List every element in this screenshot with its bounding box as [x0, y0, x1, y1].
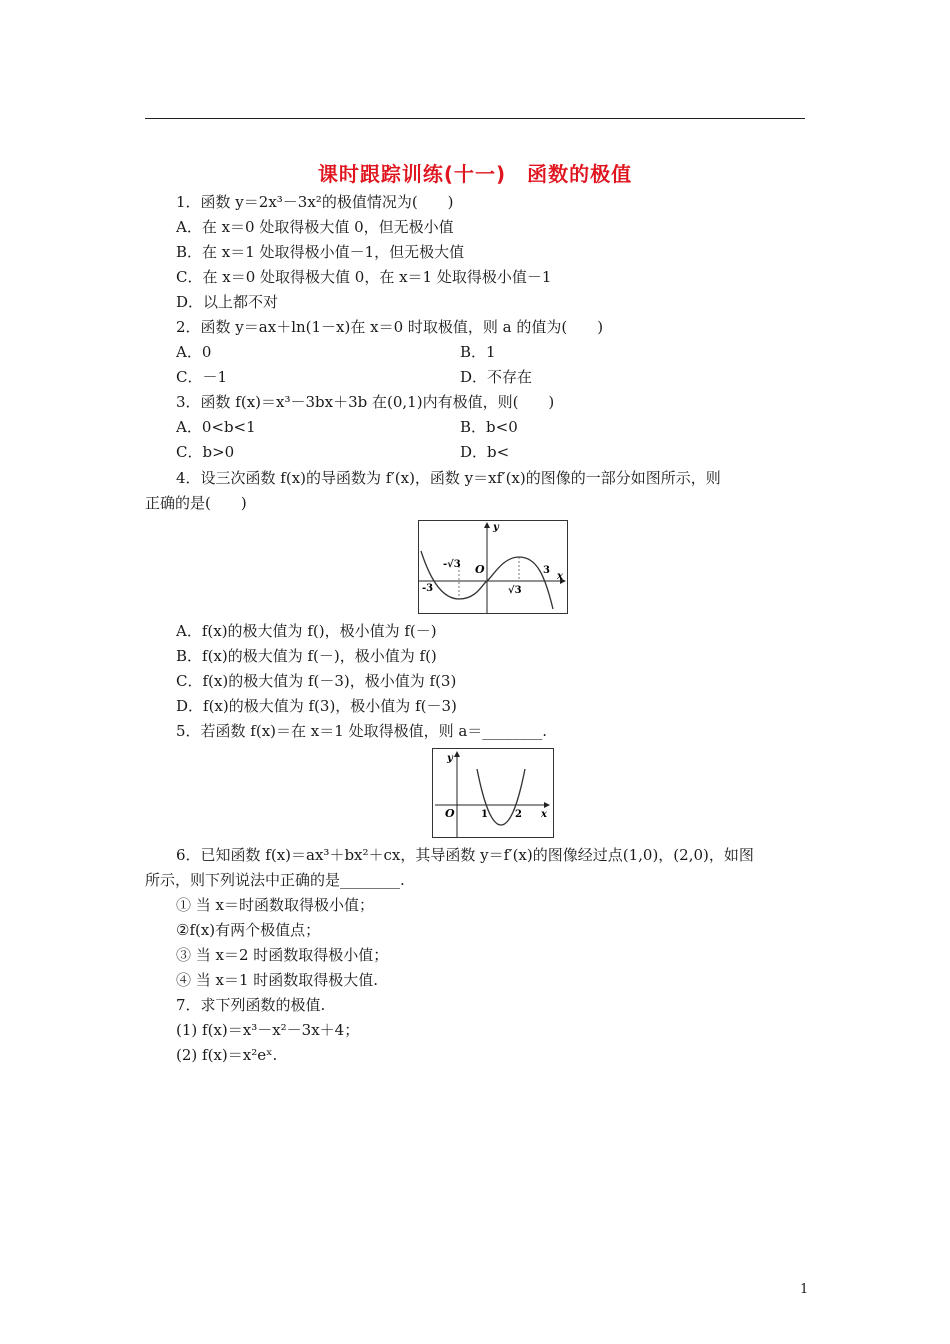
q2-option-c: C．－1	[176, 368, 228, 386]
q4-neg3-label: -3	[422, 583, 434, 594]
q3-option-a: A．0<b<1	[176, 418, 256, 436]
q1-stem: 1．函数 y＝2x³－3x²的极值情况为( )	[176, 193, 454, 211]
q7-part-2: (2) f(x)＝x²eˣ.	[176, 1046, 278, 1064]
q6-item-3: ③ 当 x＝2 时函数取得极小值；	[176, 946, 389, 964]
q1-option-b: B．在 x＝1 处取得极小值－1，但无极大值	[176, 243, 465, 261]
q4-figure	[418, 520, 568, 614]
q4-stem-line1: 4．设三次函数 f(x)的导函数为 f′(x)，函数 y＝xf′(x)的图像的一部分如图所示，则	[176, 469, 721, 487]
q4-stem-line2: 正确的是( )	[145, 494, 247, 512]
q5-x-label: x	[541, 809, 547, 820]
q6-item-1: ① 当 x＝时函数取得极小值；	[176, 896, 374, 914]
q4-option-a: A．f(x)的极大值为 f()，极小值为 f(－)	[176, 622, 437, 640]
q4-graph	[419, 521, 567, 613]
q4-origin-label: O	[475, 563, 485, 576]
q2-stem: 2．函数 y＝ax＋ln(1－x)在 x＝0 时取极值，则 a 的值为( )	[176, 318, 604, 336]
header-rule	[145, 118, 805, 119]
q2-option-b: B．1	[460, 343, 496, 361]
q6-stem-line1: 6．已知函数 f(x)＝ax³＋bx²＋cx，其导函数 y＝f′(x)的图像经过点(1,0)，(2,0)，如图	[176, 846, 754, 864]
q4-option-d: D．f(x)的极大值为 f(3)，极小值为 f(－3)	[176, 697, 457, 715]
q3-option-d: D．b<	[460, 443, 510, 461]
q4-pos-sqrt3-label: √3	[508, 585, 522, 596]
q1-option-a: A．在 x＝0 处取得极大值 0，但无极小值	[176, 218, 454, 236]
q2-option-a: A．0	[176, 343, 212, 361]
page-number: 1	[800, 1282, 809, 1297]
q5-one-label: 1	[481, 809, 488, 820]
q3-option-b: B．b<0	[460, 418, 518, 436]
q3-stem: 3．函数 f(x)＝x³－3bx＋3b 在(0,1)内有极值，则( )	[176, 393, 555, 411]
q5-y-label: y	[447, 753, 453, 764]
page-title: 课时跟踪训练(十一) 函数的极值	[317, 162, 633, 186]
q4-option-c: C．f(x)的极大值为 f(－3)，极小值为 f(3)	[176, 672, 457, 690]
q5-graph	[433, 749, 553, 837]
q5-figure	[432, 748, 554, 838]
q2-option-d: D．不存在	[460, 368, 533, 386]
q6-item-4: ④ 当 x＝1 时函数取得极大值.	[176, 971, 379, 989]
q1-option-c: C．在 x＝0 处取得极大值 0，在 x＝1 处取得极小值－1	[176, 268, 552, 286]
q5-two-label: 2	[515, 809, 522, 820]
q4-pos3-label: 3	[543, 565, 550, 576]
q7-stem: 7．求下列函数的极值.	[176, 996, 326, 1014]
q4-x-label: x	[557, 571, 563, 582]
q5-stem: 5．若函数 f(x)＝在 x＝1 处取得极值，则 a＝________.	[176, 722, 548, 740]
q3-option-c: C．b>0	[176, 443, 235, 461]
q6-stem-line2: 所示，则下列说法中正确的是________.	[145, 871, 405, 889]
q1-option-d: D．以上都不对	[176, 293, 279, 311]
q5-origin-label: O	[445, 807, 455, 820]
q4-option-b: B．f(x)的极大值为 f(－)，极小值为 f()	[176, 647, 437, 665]
q6-item-2: ②f(x)有两个极值点；	[176, 921, 321, 939]
q7-part-1: (1) f(x)＝x³－x²－3x＋4；	[176, 1021, 360, 1039]
q4-y-label: y	[493, 522, 499, 533]
q4-neg-sqrt3-label: -√3	[443, 559, 461, 570]
